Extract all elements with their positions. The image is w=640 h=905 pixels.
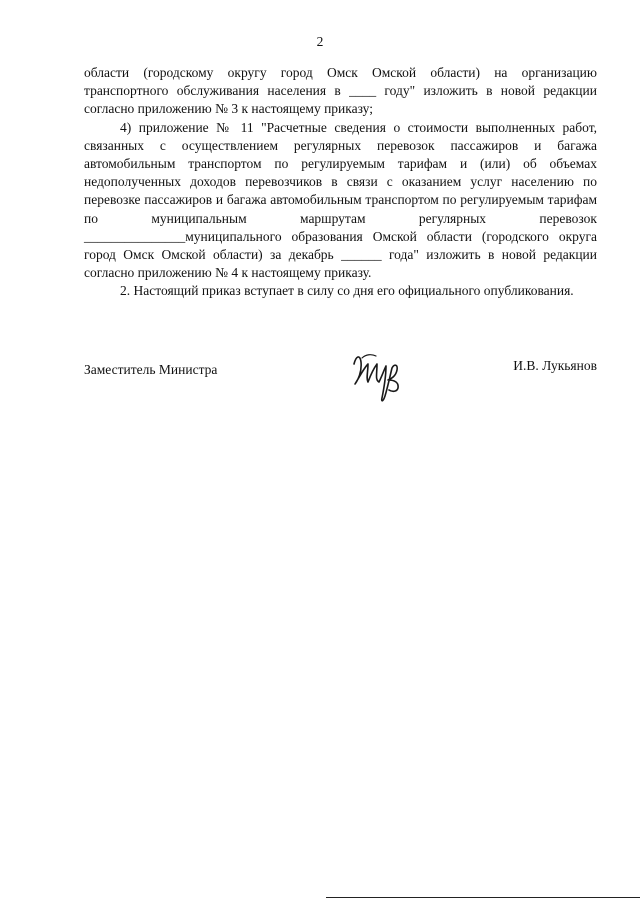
signature-block — [84, 358, 597, 408]
paragraph-item-4: 4) приложение № 11 "Расчетные сведения о стоимости выполненных работ, связанных с осуществлением регулярных перевозок пассажиров и багажа автомобильным транспортом по регулируемым тарифам и (или) об объемах недополученных доходов перевозчиков в связи с оказанием услуг населению по перевозке пассажиров и багажа автомобильным транспортом по регулируемым тарифам по муниципальным маршрутам регулярных перевозок _______________муниципального образования Омской области (городского округа город Омск Омской области) за декабрь ______ года" изложить в новой редакции согласно приложению № 4 к настоящему приказу. — [84, 119, 597, 281]
paragraph-continuation: области (городскому округу город Омск Омской области) на организацию транспортного обслуживания населения в ____ году" изложить в новой редакции согласно приложению № 3 к настоящему приказу; — [84, 65, 597, 117]
signer-name: И.В. Лукьянов — [513, 358, 597, 373]
page-number: 2 — [316, 34, 324, 49]
paragraph-effective-date: 2. Настоящий приказ вступает в силу со дня его официального опубликования. — [120, 283, 574, 299]
signer-title: Заместитель Министра — [84, 362, 218, 377]
handwritten-signature — [346, 346, 410, 406]
bottom-rule — [326, 897, 640, 898]
document-body — [84, 64, 597, 301]
